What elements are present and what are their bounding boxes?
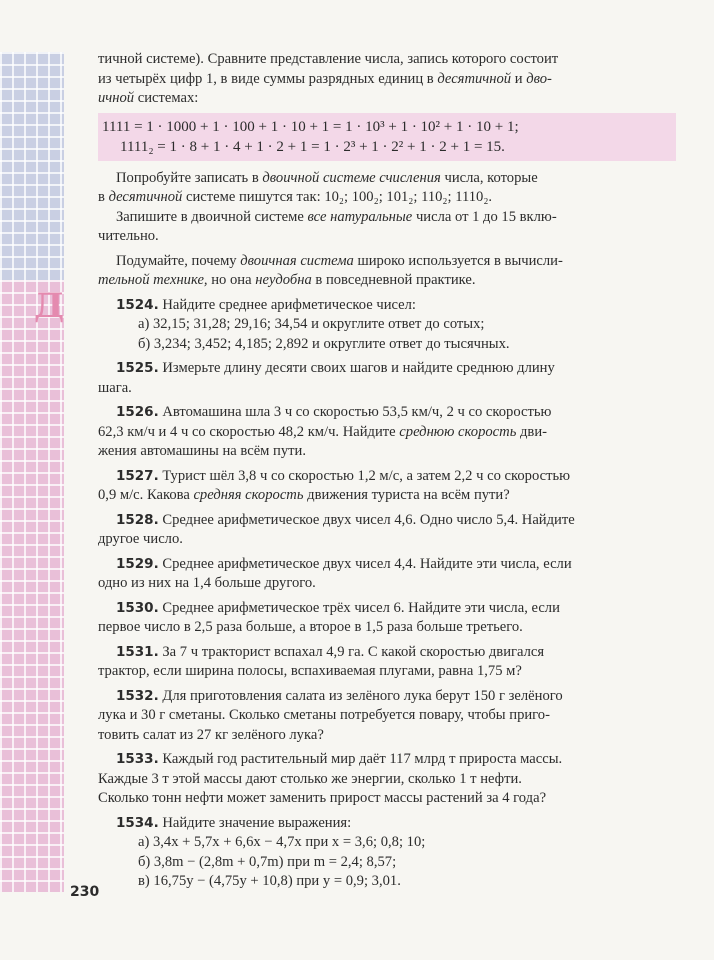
problem-1528-line-2: другое число. (98, 531, 183, 547)
margin-grid-pink (0, 280, 64, 892)
problem-1525: 1525. Измерьте длину десяти своих шагов и найдите среднюю длину (116, 360, 555, 376)
problem-1532-line-3: товить салат из 27 кг зелёного лука? (98, 726, 324, 743)
para2-line-1: Запишите в двоичной системе все натуральные числа от 1 до 15 вклю- (116, 208, 557, 225)
equation-binary: 1111₂ = 1 · 8 + 1 · 4 + 1 · 2 + 1 = 1 · 2³ + 1 · 2² + 1 · 2 + 1 = 15. (120, 138, 505, 155)
para1-line-2: в десятичной системе пишутся так: 10₂; 100₂; 101₂; 110₂; 1110₂. (98, 189, 493, 205)
problem-1532: 1532. Для приготовления салата из зелёного лука берут 150 г зелёного (116, 687, 563, 704)
problem-1524-b: б) 3,234; 3,452; 4,185; 2,892 и округлите ответ до тысячных. (138, 335, 510, 352)
para3-line-1: Подумайте, почему двоичная система широко используется в вычисли- (116, 252, 563, 269)
para2-line-2: чительно. (98, 228, 159, 244)
problem-1524: 1524. Найдите среднее арифметическое чисел: (116, 296, 416, 313)
intro-line-3: ичной системах: (98, 90, 199, 106)
problem-1534: 1534. Найдите значение выражения: (116, 814, 352, 831)
page-number: 230 (70, 884, 100, 900)
problem-1526: 1526. Автомашина шла 3 ч со скоростью 53,5 км/ч, 2 ч со скоростью (116, 404, 552, 420)
page-content (98, 50, 676, 892)
problem-1527: 1527. Турист шёл 3,8 ч со скоростью 1,2 м/с, а затем 2,2 ч со скоростью (116, 467, 571, 484)
problem-1525-line-2: шага. (98, 379, 132, 396)
section-letter: Д (34, 286, 65, 326)
problem-1529: 1529. Среднее арифметическое двух чисел 4,4. Найдите эти числа, если (116, 555, 572, 572)
equation-decimal: 1111 = 1 · 1000 + 1 · 100 + 1 · 10 + 1 = 1 · 10³ + 1 · 10² + 1 · 10 + 1; (102, 118, 519, 135)
problem-1529-line-2: одно из них на 1,4 больше другого. (98, 575, 316, 591)
problem-1530-line-2: первое число в 2,5 раза больше, а второе в 1,5 раза больше третьего. (98, 619, 523, 635)
problem-1534-c: в) 16,75y − (4,75y + 10,8) при y = 0,9; 3,01. (138, 873, 401, 889)
problem-1531: 1531. За 7 ч тракторист вспахал 4,9 га. С какой скоростью двигался (116, 643, 545, 660)
problem-1533-line-3: Сколько тонн нефти может заменить прирост массы растений за 4 года? (98, 790, 547, 806)
problem-1527-line-2: 0,9 м/с. Какова средняя скорость движения туриста на всём пути? (98, 487, 510, 503)
intro-line-1: тичной системе). Сравните представление числа, запись которого состоит (98, 51, 559, 67)
problem-1526-line-2: 62,3 км/ч и 4 ч со скоростью 48,2 км/ч. Найдите среднюю скорость дви- (98, 423, 547, 440)
problem-1526-line-3: жения автомашины на всём пути. (98, 443, 307, 459)
equation-box (98, 113, 676, 161)
problem-1532-line-2: лука и 30 г сметаны. Сколько сметаны потребуется повару, чтобы приго- (98, 707, 550, 723)
problem-1531-line-2: трактор, если ширина полосы, вспахиваемая плугами, равна 1,75 м? (98, 663, 522, 679)
problem-1533: 1533. Каждый год растительный мир даёт 117 млрд т прироста массы. (116, 751, 563, 767)
problem-1534-b: б) 3,8m − (2,8m + 0,7m) при m = 2,4; 8,57; (138, 853, 397, 870)
intro-line-2: из четырёх цифр 1, в виде суммы разрядных единиц в десятичной и дво- (98, 70, 552, 87)
problem-1534-a: а) 3,4x + 5,7x + 6,6x − 4,7x при x = 3,6; 0,8; 10; (138, 834, 426, 850)
problem-1533-line-2: Каждые 3 т этой массы дают столько же энергии, сколько 1 т нефти. (98, 770, 522, 787)
problem-1530: 1530. Среднее арифметическое трёх чисел 6. Найдите эти числа, если (116, 599, 560, 616)
problem-1528: 1528. Среднее арифметическое двух чисел 4,6. Одно число 5,4. Найдите (116, 511, 575, 528)
para3-line-2: тельной технике, но она неудобна в повседневной практике. (98, 272, 476, 288)
problem-1524-a: а) 32,15; 31,28; 29,16; 34,54 и округлите ответ до сотых; (138, 316, 485, 332)
para1-line-1: Попробуйте записать в двоичной системе счисления числа, которые (116, 169, 538, 186)
